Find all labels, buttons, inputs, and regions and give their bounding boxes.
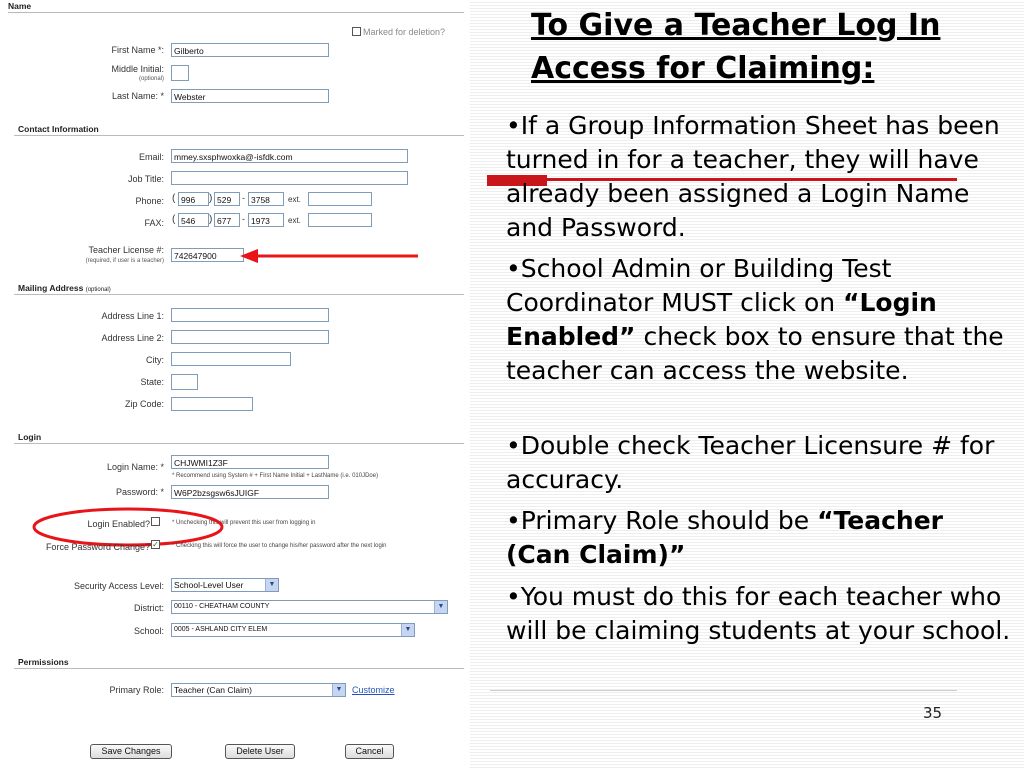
marked-for-deletion-label: Marked for deletion? (363, 27, 446, 37)
slide-content (490, 0, 1024, 768)
district-label: District: (134, 603, 164, 613)
bullet-2 (506, 252, 1011, 388)
force-password-hint: * Checking this will force the user to change his/her password after the next login (172, 543, 387, 549)
security-level-label: Security Access Level: (73, 581, 164, 591)
fax-dash: - (242, 214, 245, 224)
bullet-2-text-end: check box to ensure that the teacher can access the website. (506, 322, 1004, 385)
primary-role-label: Primary Role: (109, 685, 164, 695)
force-password-checkbox[interactable]: ✓ (152, 540, 159, 549)
district-select[interactable] (171, 600, 448, 614)
divider (14, 135, 464, 136)
login-name-field[interactable]: CHJWMI1Z3F (171, 455, 329, 469)
section-contact-heading: Contact Information (18, 124, 99, 134)
slide-title-line2: Access for Claiming: (531, 51, 875, 86)
user-edit-form (0, 0, 470, 768)
state-field[interactable] (171, 374, 198, 390)
phone-prefix-field[interactable]: 529 (214, 192, 240, 206)
primary-role-select[interactable] (171, 683, 346, 697)
fax-prefix-field[interactable]: 677 (214, 213, 240, 227)
force-password-label: Force Password Change? (45, 542, 150, 552)
bullet-1: •If a Group Information Sheet has been turned in for a teacher, they will have already been assigned a Login Name and Password. (506, 111, 1000, 242)
teacher-license-label: Teacher License #: (88, 245, 164, 255)
chevron-down-icon: ▼ (401, 624, 414, 636)
cancel-button[interactable]: Cancel (345, 744, 394, 759)
security-level-select[interactable] (171, 578, 279, 592)
bullet-4-text: •Primary Role should be (506, 506, 818, 535)
email-label: Email: (138, 152, 164, 162)
phone-area-field[interactable]: 996 (178, 192, 209, 206)
bullet-4-emphasis: “Teacher (Can Claim)” (506, 506, 943, 569)
fax-label: FAX: (144, 218, 164, 228)
delete-user-button[interactable]: Delete User (225, 744, 295, 759)
security-level-value: School-Level User (174, 580, 244, 590)
fax-line-field[interactable]: 1973 (248, 213, 284, 227)
fax-paren-open: ( (172, 214, 176, 225)
bullet-5: •You must do this for each teacher who will be claiming students at your school. (506, 582, 1011, 645)
login-enabled-label: Login Enabled? (87, 519, 150, 529)
bullet-2-emphasis: “Login Enabled” (506, 288, 937, 351)
first-name-label: First Name *: (111, 45, 164, 55)
footer-divider (490, 690, 957, 691)
phone-line-field[interactable]: 3758 (248, 192, 284, 206)
divider (8, 12, 464, 13)
email-field[interactable]: mmey.sxsphwoxka@-isfdk.com (171, 149, 408, 163)
phone-label: Phone: (135, 196, 164, 206)
bullet-3: •Double check Teacher Licensure # for accuracy. (506, 431, 995, 494)
city-field[interactable] (171, 352, 291, 366)
slide-title-line1: To Give a Teacher Log In (531, 8, 941, 43)
phone-ext-label: ext. (288, 195, 301, 204)
phone-paren-open: ( (172, 193, 176, 204)
middle-initial-label: Middle Initial: (111, 64, 164, 74)
phone-paren-close: ) (209, 193, 213, 204)
job-title-field[interactable] (171, 171, 408, 185)
customize-link[interactable]: Customize (352, 685, 395, 695)
divider (14, 294, 464, 295)
job-title-label: Job Title: (127, 174, 164, 184)
phone-ext-field[interactable] (308, 192, 372, 206)
login-name-label: Login Name: * (106, 462, 164, 472)
state-label: State: (140, 377, 164, 387)
address2-field[interactable] (171, 330, 329, 344)
school-select[interactable] (171, 623, 415, 637)
section-mailing-heading (18, 283, 111, 293)
section-permissions-heading: Permissions (18, 657, 69, 667)
fax-area-field[interactable]: 546 (178, 213, 209, 227)
password-label: Password: * (115, 487, 164, 497)
login-enabled-hint: * Unchecking this will prevent this user from logging in (172, 520, 316, 526)
middle-initial-field[interactable] (171, 65, 189, 81)
zip-label: Zip Code: (124, 399, 164, 409)
section-mailing-title: Mailing Address (18, 283, 84, 293)
address2-label: Address Line 2: (101, 333, 164, 343)
district-value: 00110 - CHEATHAM COUNTY (174, 603, 270, 610)
fax-paren-close: ) (209, 214, 213, 225)
zip-field[interactable] (171, 397, 253, 411)
teacher-license-note: (required, if user is a teacher) (85, 258, 164, 264)
address1-label: Address Line 1: (101, 311, 164, 321)
page-number: 35 (923, 704, 943, 722)
chevron-down-icon: ▼ (265, 579, 278, 591)
save-changes-button[interactable]: Save Changes (90, 744, 172, 759)
phone-dash: - (242, 193, 245, 203)
first-name-field[interactable]: Gilberto (171, 43, 329, 57)
last-name-field[interactable]: Webster (171, 89, 329, 103)
city-label: City: (146, 355, 164, 365)
bullet-4 (506, 504, 1011, 572)
section-login-heading: Login (18, 432, 42, 442)
bullet-2-text: •School Admin or Building Test Coordinator MUST click on (506, 254, 892, 317)
primary-role-value: Teacher (Can Claim) (174, 685, 252, 695)
login-name-hint: * Recommend using System # + First Name Initial + LastName (i.e. 010JDoe) (172, 473, 379, 479)
teacher-license-field[interactable]: 742647900 (171, 248, 244, 262)
section-name-heading: Name (8, 1, 32, 11)
password-field[interactable]: W6P2bzsgsw6sJUIGF (171, 485, 329, 499)
address1-field[interactable] (171, 308, 329, 322)
last-name-label: Last Name: * (111, 91, 164, 101)
school-value: 0005 - ASHLAND CITY ELEM (174, 626, 268, 633)
marked-for-deletion-checkbox[interactable] (352, 27, 361, 36)
divider (14, 443, 464, 444)
chevron-down-icon: ▼ (434, 601, 447, 613)
school-label: School: (133, 626, 164, 636)
divider (14, 668, 464, 669)
fax-ext-label: ext. (288, 216, 301, 225)
middle-initial-note: (optional) (138, 76, 164, 82)
fax-ext-field[interactable] (308, 213, 372, 227)
annotation-arrow-icon (238, 246, 422, 266)
section-mailing-note: (optional) (85, 287, 111, 293)
chevron-down-icon: ▼ (332, 684, 345, 696)
